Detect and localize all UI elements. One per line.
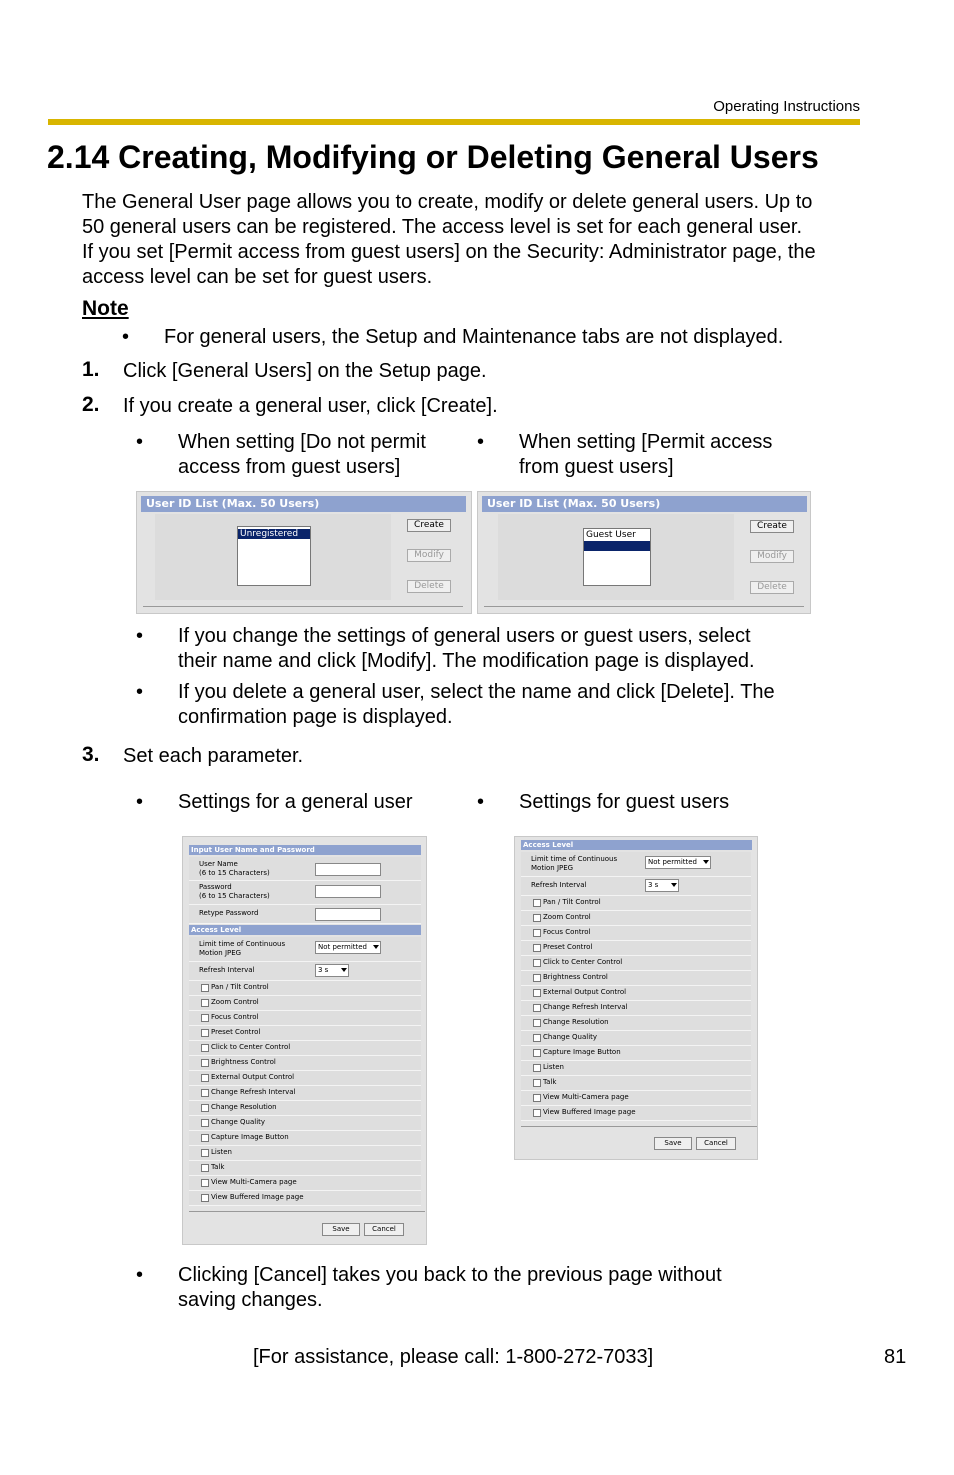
step-1-text: Click [General Users] on the Setup page.	[123, 360, 487, 382]
delete-button[interactable]: Delete	[407, 580, 451, 593]
save-button[interactable]: Save	[322, 1223, 360, 1236]
divider	[521, 1126, 757, 1127]
permission-checkbox[interactable]	[201, 1119, 209, 1127]
permission-label: Zoom Control	[211, 998, 259, 1006]
checkbox-row	[521, 1091, 751, 1106]
bullet-mark: •	[477, 431, 485, 453]
bullet-line: If you change the settings of general users or guest users, select	[178, 625, 751, 647]
permission-checkbox[interactable]	[533, 959, 541, 967]
permission-label: View Buffered Image page	[543, 1108, 636, 1116]
checkbox-row	[521, 971, 751, 986]
permission-checkbox[interactable]	[533, 899, 541, 907]
checkbox-row	[189, 1176, 421, 1191]
checkbox-row	[521, 1061, 751, 1076]
refresh-row	[521, 877, 751, 896]
permission-label: View Multi-Camera page	[543, 1093, 629, 1101]
guest-user-item[interactable]: Guest User	[586, 530, 636, 540]
checkbox-row	[521, 956, 751, 971]
bullet-mark: •	[477, 791, 485, 813]
chevron-down-icon	[703, 860, 709, 864]
user-name-label	[199, 860, 270, 878]
permission-checkbox[interactable]	[201, 1164, 209, 1172]
limit-time-select[interactable]	[315, 941, 381, 954]
access-level-heading: Access Level	[521, 840, 752, 850]
limit-time-label	[199, 940, 285, 958]
refresh-select[interactable]	[645, 879, 679, 892]
permission-checkbox[interactable]	[201, 1014, 209, 1022]
checkbox-row	[189, 1131, 421, 1146]
label-line: Motion JPEG	[199, 949, 242, 957]
checkbox-row	[521, 1046, 751, 1061]
checkbox-row	[521, 926, 751, 941]
note-heading: Note	[82, 297, 129, 320]
label-line: User Name	[199, 860, 238, 868]
header-rule	[48, 119, 860, 125]
create-button[interactable]: Create	[407, 519, 451, 532]
bullet-line: saving changes.	[178, 1289, 323, 1311]
permission-label: Click to Center Control	[211, 1043, 291, 1051]
access-level-heading: Access Level	[189, 925, 421, 935]
permission-checkbox[interactable]	[201, 1089, 209, 1097]
checkbox-row	[189, 1011, 421, 1026]
assistance-footer: [For assistance, please call: 1-800-272-7033]	[253, 1346, 654, 1368]
step-3-number: 3.	[82, 743, 100, 766]
checkbox-row	[189, 1191, 421, 1206]
permission-checkbox[interactable]	[201, 1059, 209, 1067]
user-list-item[interactable]: Unregistered	[238, 529, 310, 539]
permission-label: Change Quality	[543, 1033, 598, 1041]
permission-label: Talk	[211, 1163, 225, 1171]
refresh-select[interactable]	[315, 964, 349, 977]
permission-label: View Multi-Camera page	[211, 1178, 297, 1186]
user-listbox[interactable]	[583, 528, 651, 586]
permission-checkbox[interactable]	[533, 914, 541, 922]
divider	[189, 1211, 425, 1212]
step-2-text: If you create a general user, click [Create].	[123, 395, 498, 417]
limit-time-label	[531, 855, 617, 873]
section-title: 2.14 Creating, Modifying or Deleting General Users	[47, 139, 819, 175]
checkbox-row	[189, 1071, 421, 1086]
permission-label: Change Resolution	[211, 1103, 277, 1111]
checkbox-row	[189, 1116, 421, 1131]
permission-label: Focus Control	[211, 1013, 259, 1021]
bullet-line: Clicking [Cancel] takes you back to the previous page without	[178, 1264, 722, 1286]
cancel-button[interactable]: Cancel	[696, 1137, 736, 1150]
permission-label: Preset Control	[543, 943, 593, 951]
checkbox-row	[521, 986, 751, 1001]
permission-label: Listen	[543, 1063, 564, 1071]
permission-label: Change Refresh Interval	[543, 1003, 628, 1011]
permission-checkbox[interactable]	[533, 1049, 541, 1057]
chevron-down-icon	[671, 883, 677, 887]
permission-label: Preset Control	[211, 1028, 261, 1036]
permission-label: Brightness Control	[543, 973, 608, 981]
refresh-label: Refresh Interval	[199, 966, 255, 974]
permission-checkbox[interactable]	[533, 1109, 541, 1117]
checkbox-row	[189, 1041, 421, 1056]
permission-checkbox[interactable]	[533, 1004, 541, 1012]
limit-time-row	[189, 937, 421, 962]
permission-checkbox[interactable]	[533, 989, 541, 997]
permission-checkbox[interactable]	[533, 974, 541, 982]
bullet-line: access from guest users]	[178, 456, 401, 478]
user-name-row	[189, 857, 421, 881]
password-row	[189, 881, 421, 905]
permission-label: Listen	[211, 1148, 232, 1156]
bullet-line: Settings for guest users	[519, 791, 730, 813]
input-section-heading: Input User Name and Password	[189, 845, 421, 855]
permission-checkbox[interactable]	[533, 929, 541, 937]
permission-label: External Output Control	[211, 1073, 295, 1081]
checkbox-row	[521, 896, 751, 911]
retype-label: Retype Password	[199, 909, 259, 917]
intro-line: If you set [Permit access from guest users] on the Security: Administrator page, the	[82, 241, 816, 263]
bullet-line: If you delete a general user, select the name and click [Delete]. The	[178, 681, 775, 703]
permission-checkbox[interactable]	[533, 1064, 541, 1072]
permission-checkbox[interactable]	[201, 1104, 209, 1112]
permission-label: Click to Center Control	[543, 958, 623, 966]
refresh-row	[189, 962, 421, 981]
bullet-mark: •	[122, 326, 130, 348]
checkbox-row	[189, 1101, 421, 1116]
retype-password-input[interactable]	[315, 908, 381, 921]
permission-checkbox[interactable]	[201, 1029, 209, 1037]
divider	[484, 606, 804, 607]
password-input[interactable]	[315, 885, 381, 898]
permission-checkbox[interactable]	[201, 1194, 209, 1202]
permission-label: Pan / Tilt Control	[543, 898, 601, 906]
checkbox-row	[521, 1076, 751, 1091]
permission-checkbox[interactable]	[533, 1019, 541, 1027]
checkbox-row	[521, 911, 751, 926]
checkbox-row	[521, 941, 751, 956]
label-line: Motion JPEG	[531, 864, 574, 872]
checkbox-row	[521, 1106, 751, 1121]
modify-button[interactable]: Modify	[750, 550, 794, 563]
label-line: (6 to 15 Characters)	[199, 892, 270, 900]
note-bullet-text: For general users, the Setup and Maintenance tabs are not displayed.	[164, 326, 784, 348]
permission-label: Change Resolution	[543, 1018, 609, 1026]
bullet-line: from guest users]	[519, 456, 674, 478]
bullet-line: their name and click [Modify]. The modification page is displayed.	[178, 650, 755, 672]
permission-label: Change Refresh Interval	[211, 1088, 296, 1096]
label-line: Limit time of Continuous	[531, 855, 618, 863]
modify-button[interactable]: Modify	[407, 549, 451, 562]
general-user-settings-screenshot	[182, 836, 427, 1245]
bullet-line: When setting [Permit access	[519, 431, 773, 453]
checkbox-row	[189, 1161, 421, 1176]
label-line: (6 to 15 Characters)	[199, 869, 270, 877]
password-label	[199, 883, 270, 901]
checkbox-row	[521, 1001, 751, 1016]
intro-line: access level can be set for guest users.	[82, 266, 433, 288]
permission-checkbox[interactable]	[201, 984, 209, 992]
checkbox-row	[189, 1056, 421, 1071]
userlist-screenshot-no-guest	[136, 491, 472, 614]
bullet-mark: •	[136, 791, 144, 813]
permission-label: Focus Control	[543, 928, 591, 936]
checkbox-row	[189, 1146, 421, 1161]
chevron-down-icon	[341, 968, 347, 972]
step-1-number: 1.	[82, 358, 100, 381]
permission-checkbox[interactable]	[533, 1094, 541, 1102]
limit-time-row	[521, 852, 751, 877]
permission-label: View Buffered Image page	[211, 1193, 304, 1201]
select-value: Not permitted	[318, 943, 367, 951]
permission-checkbox[interactable]	[533, 1034, 541, 1042]
intro-paragraph	[82, 190, 872, 290]
permission-checkbox[interactable]	[201, 1149, 209, 1157]
select-value: 3 s	[648, 881, 659, 889]
checkbox-row	[189, 996, 421, 1011]
guest-user-settings-screenshot	[514, 836, 758, 1160]
bullet-mark: •	[136, 625, 144, 647]
user-list-selected[interactable]	[584, 541, 650, 551]
permission-label: Capture Image Button	[543, 1048, 621, 1056]
label-line: Limit time of Continuous	[199, 940, 286, 948]
bullet-mark: •	[136, 1264, 144, 1286]
permission-label: External Output Control	[543, 988, 627, 996]
permission-checkbox[interactable]	[201, 1179, 209, 1187]
chevron-down-icon	[373, 945, 379, 949]
limit-time-select[interactable]	[645, 856, 711, 869]
save-button[interactable]: Save	[654, 1137, 692, 1150]
select-value: Not permitted	[648, 858, 697, 866]
label-line: Password	[199, 883, 232, 891]
permission-label: Change Quality	[211, 1118, 266, 1126]
divider	[143, 606, 463, 607]
userlist-screenshot-guest	[477, 491, 811, 614]
select-value: 3 s	[318, 966, 329, 974]
intro-line: The General User page allows you to create, modify or delete general users. Up to	[82, 191, 813, 213]
user-name-input[interactable]	[315, 863, 381, 876]
bullet-mark: •	[136, 681, 144, 703]
permission-label: Talk	[543, 1078, 557, 1086]
permission-label: Brightness Control	[211, 1058, 276, 1066]
step-3-text: Set each parameter.	[123, 745, 304, 767]
permission-checkbox[interactable]	[201, 999, 209, 1007]
permission-label: Pan / Tilt Control	[211, 983, 269, 991]
delete-button[interactable]: Delete	[750, 581, 794, 594]
permission-checkbox[interactable]	[533, 1079, 541, 1087]
userlist-title: User ID List (Max. 50 Users)	[482, 496, 807, 512]
cancel-button[interactable]: Cancel	[364, 1223, 404, 1236]
user-listbox[interactable]	[237, 526, 311, 586]
permission-checkbox[interactable]	[201, 1044, 209, 1052]
permission-checkbox[interactable]	[201, 1134, 209, 1142]
create-button[interactable]: Create	[750, 520, 794, 533]
bullet-mark: •	[136, 431, 144, 453]
permission-label: Zoom Control	[543, 913, 591, 921]
refresh-label: Refresh Interval	[531, 881, 587, 889]
bullet-line: Settings for a general user	[178, 791, 413, 813]
checkbox-row	[521, 1016, 751, 1031]
permission-checkbox[interactable]	[533, 944, 541, 952]
userlist-title: User ID List (Max. 50 Users)	[141, 496, 466, 512]
checkbox-row	[189, 981, 421, 996]
permission-checkbox[interactable]	[201, 1074, 209, 1082]
permission-label: Capture Image Button	[211, 1133, 289, 1141]
checkbox-row	[189, 1086, 421, 1101]
intro-line: 50 general users can be registered. The access level is set for each general user.	[82, 216, 803, 238]
running-head: Operating Instructions	[713, 98, 860, 115]
bullet-line: When setting [Do not permit	[178, 431, 426, 453]
checkbox-row	[521, 1031, 751, 1046]
step-2-number: 2.	[82, 393, 100, 416]
page-number: 81	[884, 1346, 907, 1368]
bullet-line: confirmation page is displayed.	[178, 706, 453, 728]
retype-row	[189, 905, 421, 924]
checkbox-row	[189, 1026, 421, 1041]
